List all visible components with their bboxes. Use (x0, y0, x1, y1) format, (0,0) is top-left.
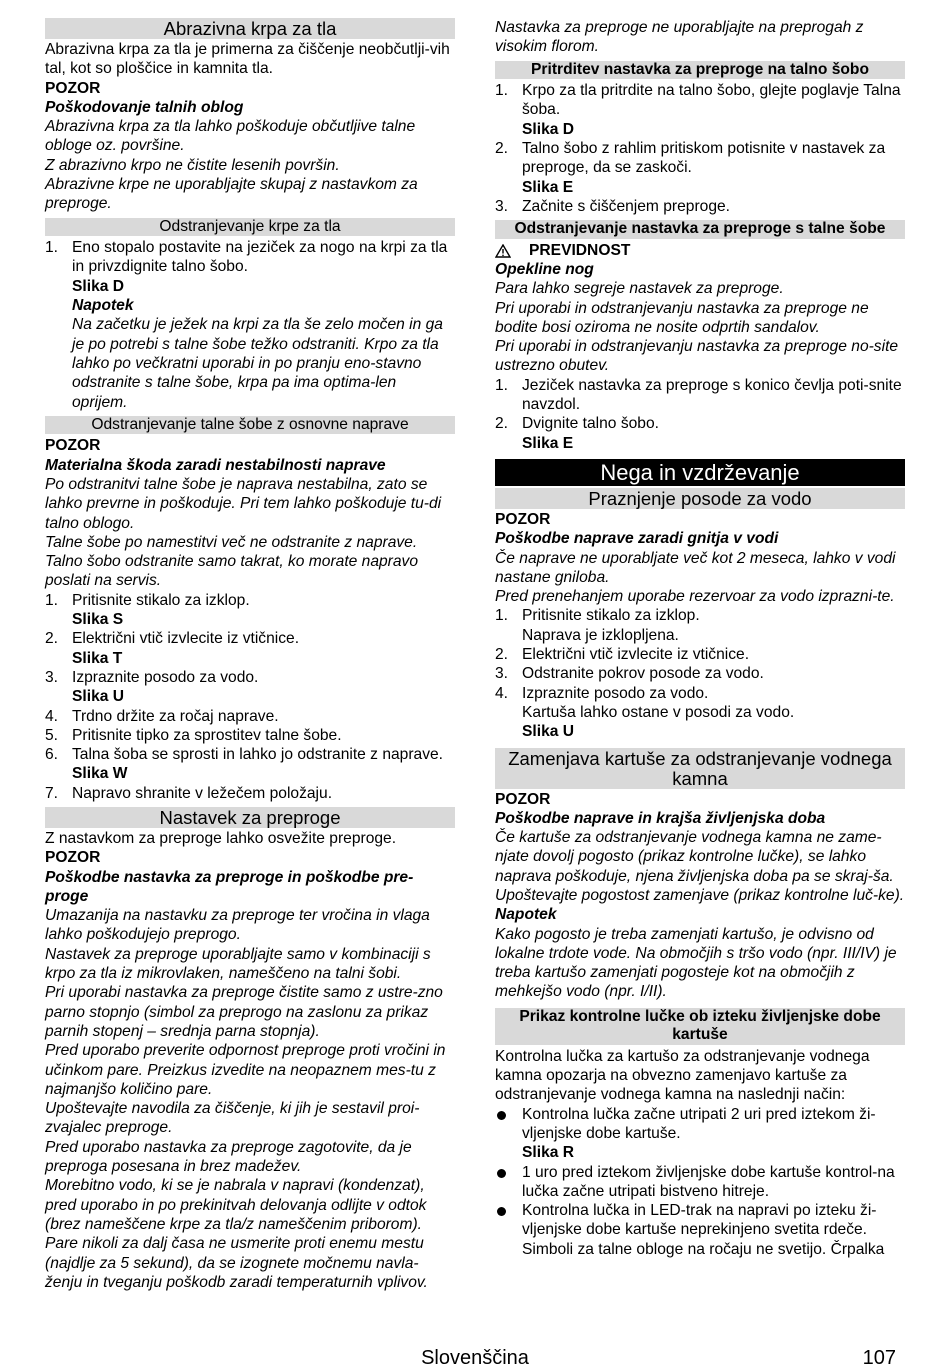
step-text: Talno šobo z rahlim pritiskom potisnite v nastavek za preproge, da se zaskoči. (522, 139, 886, 177)
right-column (495, 18, 905, 1259)
steps-list (495, 376, 905, 453)
caution-title: Poškodovanje talnih oblog (45, 98, 244, 116)
figure-reference: Slika D (72, 277, 125, 295)
paragraph: Abrazivna krpa za tla je primerna za čiščenje neobčutlji-vih tal, kot so ploščice in kamnita tla. (45, 41, 450, 78)
bullet-icon (497, 1111, 506, 1120)
caution-text: Abrazivne krpe ne uporabljajte skupaj z nastavkom za preproge. (45, 176, 418, 213)
caution-text: Pare nikoli za dalj časa ne usmerite proti enemu mestu (najdlje za 5 sekund), da se izognete močnemu navla-ženju in tveganju poškodb zaradi temperaturnih vplivov. (45, 1235, 428, 1291)
steps-list (495, 606, 905, 741)
caution-text: Po odstranitvi talne šobe je naprava nestabilna, zato se lahko prevrne in poškoduje. Pri tem lahko poškoduje tu-di talno oblogo. (45, 475, 442, 532)
step-number: 1. (495, 82, 509, 100)
warning-text: PREVIDNOST (529, 241, 631, 259)
step-text: Dvignite talno šobo. (522, 415, 659, 433)
section-heading-nastavek: Nastavek za preproge (45, 807, 455, 828)
step-text: Eno stopalo postavite na jeziček za nogo na krpi za tla in privzdignite talno šobo. (72, 239, 448, 276)
step-number: 2. (495, 415, 509, 433)
list-item (495, 81, 905, 139)
step-number: 2. (45, 630, 59, 648)
step-number: 3. (45, 668, 59, 686)
list-item: 1. Eno stopalo postavite na jeziček za nogo na krpi za tla in privzdignite talno šobo. Slika D Napotek Na začetku je ježek na krpi za tla še zelo močen in ga je po potrebi s talne šobe težko odstraniti. Krpo za tla lahko po večkratni uporabi in po pranju eno-stavno odstranite s talne šobe, krpa pa ima optima-len oprijem. (45, 238, 455, 412)
bullet-list (495, 1105, 905, 1259)
step-text: Trdno držite za ročaj naprave. (72, 707, 279, 725)
paragraph: Kontrolna lučka za kartušo za odstranjevanje vodnega kamna opozarja na obvezno zamenjavo kartuše za odstranjevanje vodnega kamna na naslednji način: (495, 1047, 870, 1104)
figure-reference: Slika U (72, 688, 125, 706)
list-item (495, 139, 905, 197)
list-item (495, 1163, 905, 1202)
step-number: 5. (45, 726, 59, 744)
steps-list (495, 81, 905, 216)
steps-list (45, 238, 455, 412)
caution-label: POZOR (45, 437, 101, 455)
step-text: Talna šoba se sprosti in lahko jo odstranite z naprave. (72, 746, 443, 764)
list-item (45, 726, 455, 745)
caution-text: Pred uporabo nastavka za preproge zagotovite, da je preproga posesana in brez madežev. (45, 1138, 412, 1176)
steps-list (45, 591, 455, 803)
caution-label: POZOR (495, 790, 551, 808)
note-label: Napotek (72, 297, 134, 315)
subsection-heading-odstranjevanje-sobe: Odstranjevanje talne šobe z osnovne naprave (45, 416, 455, 435)
list-item (495, 606, 905, 645)
list-item (45, 784, 455, 803)
note-text: Na začetku je ježek na krpi za tla še zelo močen in ga je po potrebi s talne šobe težko odstraniti. Krpo za tla lahko po večkratni uporabi in po pranju eno-stavno odstranite s talne šobe, krpa pa ima optima-len oprijem. (72, 316, 443, 411)
caution-text: Talne šobe po namestitvi več ne odstranite z naprave. Talno šobo odstranite samo takrat, ko morate napravo poslati na servis. (45, 533, 419, 590)
step-text: Izpraznite posodo za vodo. (72, 668, 259, 686)
step-number: 7. (45, 784, 59, 802)
step-number: 3. (495, 665, 509, 683)
caution-label: POZOR (45, 79, 101, 97)
step-result: Naprava je izklopljena. (522, 626, 679, 644)
note-label: Napotek (495, 906, 557, 924)
step-number: 1. (495, 376, 509, 394)
caution-text: Pri uporabi nastavka za preproge čistite samo z ustre-zno parno stopnjo (simbol za preprogo na zaslonu za prikaz parnih stopenj – srednja parna stopnja). (45, 984, 443, 1040)
list-item (495, 1105, 905, 1163)
caution-text: Nastavek za preproge uporabljajte samo v kombinaciji s krpo za tla iz mikrovlaken, nameščeno na talni šobi. (45, 945, 431, 983)
caution-text: Upoštevajte navodila za čiščenje, ki jih je sestavil proi-zvajalec preproge. (45, 1100, 420, 1137)
paragraph: Z nastavkom za preproge lahko osvežite preproge. (45, 829, 397, 847)
step-number: 1. (45, 591, 59, 609)
figure-reference: Slika U (522, 723, 575, 741)
warning-label (495, 241, 905, 260)
section-heading-praznjenje: Praznjenje posode za vodo (495, 488, 905, 509)
step-text: Napravo shranite v ležečem položaju. (72, 784, 333, 802)
subsection-heading-odstranjevanje-nastavka: Odstranjevanje nastavka za preproge s talne šobe (495, 220, 905, 239)
list-item (495, 645, 905, 664)
caution-title: Materialna škoda zaradi nestabilnosti naprave (45, 456, 386, 474)
step-text: Začnite s čiščenjem preproge. (522, 197, 731, 215)
step-number: 4. (45, 707, 59, 725)
step-text: Pritisnite tipko za sprostitev talne šobe. (72, 726, 342, 744)
figure-reference: Slika E (522, 434, 574, 452)
warning-body: Pri uporabi in odstranjevanju nastavka za preproge ne bodite bosi oziroma ne nosite odprtih sandalov. (495, 299, 869, 336)
step-number: 2. (495, 646, 509, 664)
step-text: Izpraznite posodo za vodo. (522, 684, 709, 702)
list-item (495, 1201, 905, 1259)
step-text: Električni vtič izvlecite iz vtičnice. (72, 630, 300, 648)
figure-reference: Slika E (522, 178, 574, 196)
caution-text: Z abrazivno krpo ne čistite lesenih površin. (45, 156, 340, 174)
list-item (495, 414, 905, 453)
section-heading-abrazivna-krpa: Abrazivna krpa za tla (45, 18, 455, 39)
left-column (45, 18, 455, 1292)
figure-reference: Slika T (72, 649, 123, 667)
step-number: 1. (495, 607, 509, 625)
caution-text: Abrazivna krpa za tla lahko poškoduje občutljive talne obloge oz. površine. (45, 118, 416, 155)
list-item (495, 197, 905, 216)
step-text: Krpo za tla pritrdite na talno šobo, glejte poglavje Talna šoba. (522, 82, 901, 119)
bullet-icon (497, 1207, 506, 1216)
list-item (45, 707, 455, 726)
step-number: 2. (495, 139, 509, 157)
bullet-text: Kontrolna lučka in LED-trak na napravi po izteku ži-vljenjske dobe kartuše neprekinjeno svetita rdeče. Simboli za talne obloge na ročaju ne svetijo. Črpalka (522, 1202, 885, 1258)
figure-reference: Slika D (522, 120, 575, 138)
step-text: Pritisnite stikalo za izklop. (522, 607, 700, 625)
step-text: Jeziček nastavka za preproge s konico čevlja poti-snite navzdol. (522, 376, 902, 414)
caution-title: Poškodbe naprave zaradi gnitja v vodi (495, 530, 779, 548)
page-number: 107 (862, 1347, 896, 1369)
chapter-heading-nega: Nega in vzdrževanje (495, 459, 905, 486)
warning-body: Para lahko segreje nastavek za preproge. (495, 280, 784, 298)
caution-text: Pred prenehanjem uporabe rezervoar za vodo izprazni-te. (495, 588, 895, 606)
caution-text: Če kartuše za odstranjevanje vodnega kamna ne zame-njate dovolj pogosto (prikaz kontrolne lučke), se lahko naprava poškoduje, njena življenjska doba pa se skraj-ša. (495, 829, 894, 885)
step-text: Odstranite pokrov posode za vodo. (522, 665, 764, 683)
step-text: Električni vtič izvlecite iz vtičnice. (522, 646, 750, 664)
footer-language: Slovenščina (421, 1347, 529, 1369)
caution-text: Pred uporabo preverite odpornost preproge proti vročini in učinkom pare. Preizkus izvedite na neopaznem mes-tu z najmanjšo količino pare. (45, 1042, 446, 1098)
caution-label: POZOR (495, 510, 551, 528)
step-number: 6. (45, 746, 59, 764)
figure-reference: Slika W (72, 765, 128, 783)
caution-text: Nastavka za preproge ne uporabljajte na preprogah z visokim florom. (495, 19, 864, 56)
list-item (45, 629, 455, 668)
list-item (45, 591, 455, 630)
step-result: Kartuša lahko ostane v posodi za vodo. (522, 703, 795, 721)
note-text: Kako pogosto je treba zamenjati kartušo, je odvisno od lokalne trdote vode. Na območjih s tršo vodo (npr. III/IV) je treba kartušo zamenjati pogosteje kot na območjih z mehkejšo vodo (npr. I/II). (495, 925, 897, 1001)
warning-title: Opekline nog (495, 260, 594, 278)
caution-title: Poškodbe naprave in krajša življenjska doba (495, 809, 826, 827)
step-number: 4. (495, 684, 509, 702)
step-number: 3. (495, 197, 509, 215)
figure-reference: Slika R (522, 1144, 575, 1162)
caution-title: Poškodbe nastavka za preproge in poškodbe pre-proge (45, 868, 414, 905)
subsection-heading-odstranjevanje-krpe: Odstranjevanje krpe za tla (45, 218, 455, 237)
list-item (495, 376, 905, 415)
list-item (45, 668, 455, 707)
warning-body: Pri uporabi in odstranjevanju nastavka za preproge no-site ustrezno obutev. (495, 338, 899, 375)
bullet-icon (497, 1169, 506, 1178)
figure-reference: Slika S (72, 611, 124, 629)
caution-text: Upoštevajte pogostost zamenjave (prikaz kontrolne luč-ke). (495, 886, 905, 904)
section-heading-zamenjava: Zamenjava kartuše za odstranjevanje vodnega kamna (495, 748, 905, 789)
warning-triangle-icon (495, 244, 511, 258)
bullet-text: 1 uro pred iztekom življenjske dobe kartuše kontrol-na lučka začne utripati bistveno hitreje. (522, 1163, 895, 1200)
subsection-heading-pritrditev: Pritrditev nastavka za preproge na talno šobo (495, 61, 905, 80)
caution-text: Morebitno vodo, ki se je nabrala v napravi (kondenzat), pred uporabo in po prekinitvah delovanja odlijte v odtok (brez nameščene krpe za tla/z nameščenim priborom). (45, 1177, 427, 1233)
step-text: Pritisnite stikalo za izklop. (72, 591, 250, 609)
caution-text: Če naprave ne uporabljate več kot 2 meseca, lahko v vodi nastane gniloba. (495, 549, 896, 586)
list-item (45, 745, 455, 784)
list-item (495, 664, 905, 683)
bullet-text: Kontrolna lučka začne utripati 2 uri pred iztekom ži-vljenjske dobe kartuše. (522, 1105, 876, 1142)
list-item (495, 684, 905, 742)
subsection-heading-prikaz: Prikaz kontrolne lučke ob izteku življenjske dobe kartuše (495, 1008, 905, 1045)
caution-label: POZOR (45, 849, 101, 867)
caution-text: Umazanija na nastavku za preproge ter vročina in vlaga lahko poškodujejo preprogo. (45, 907, 430, 944)
